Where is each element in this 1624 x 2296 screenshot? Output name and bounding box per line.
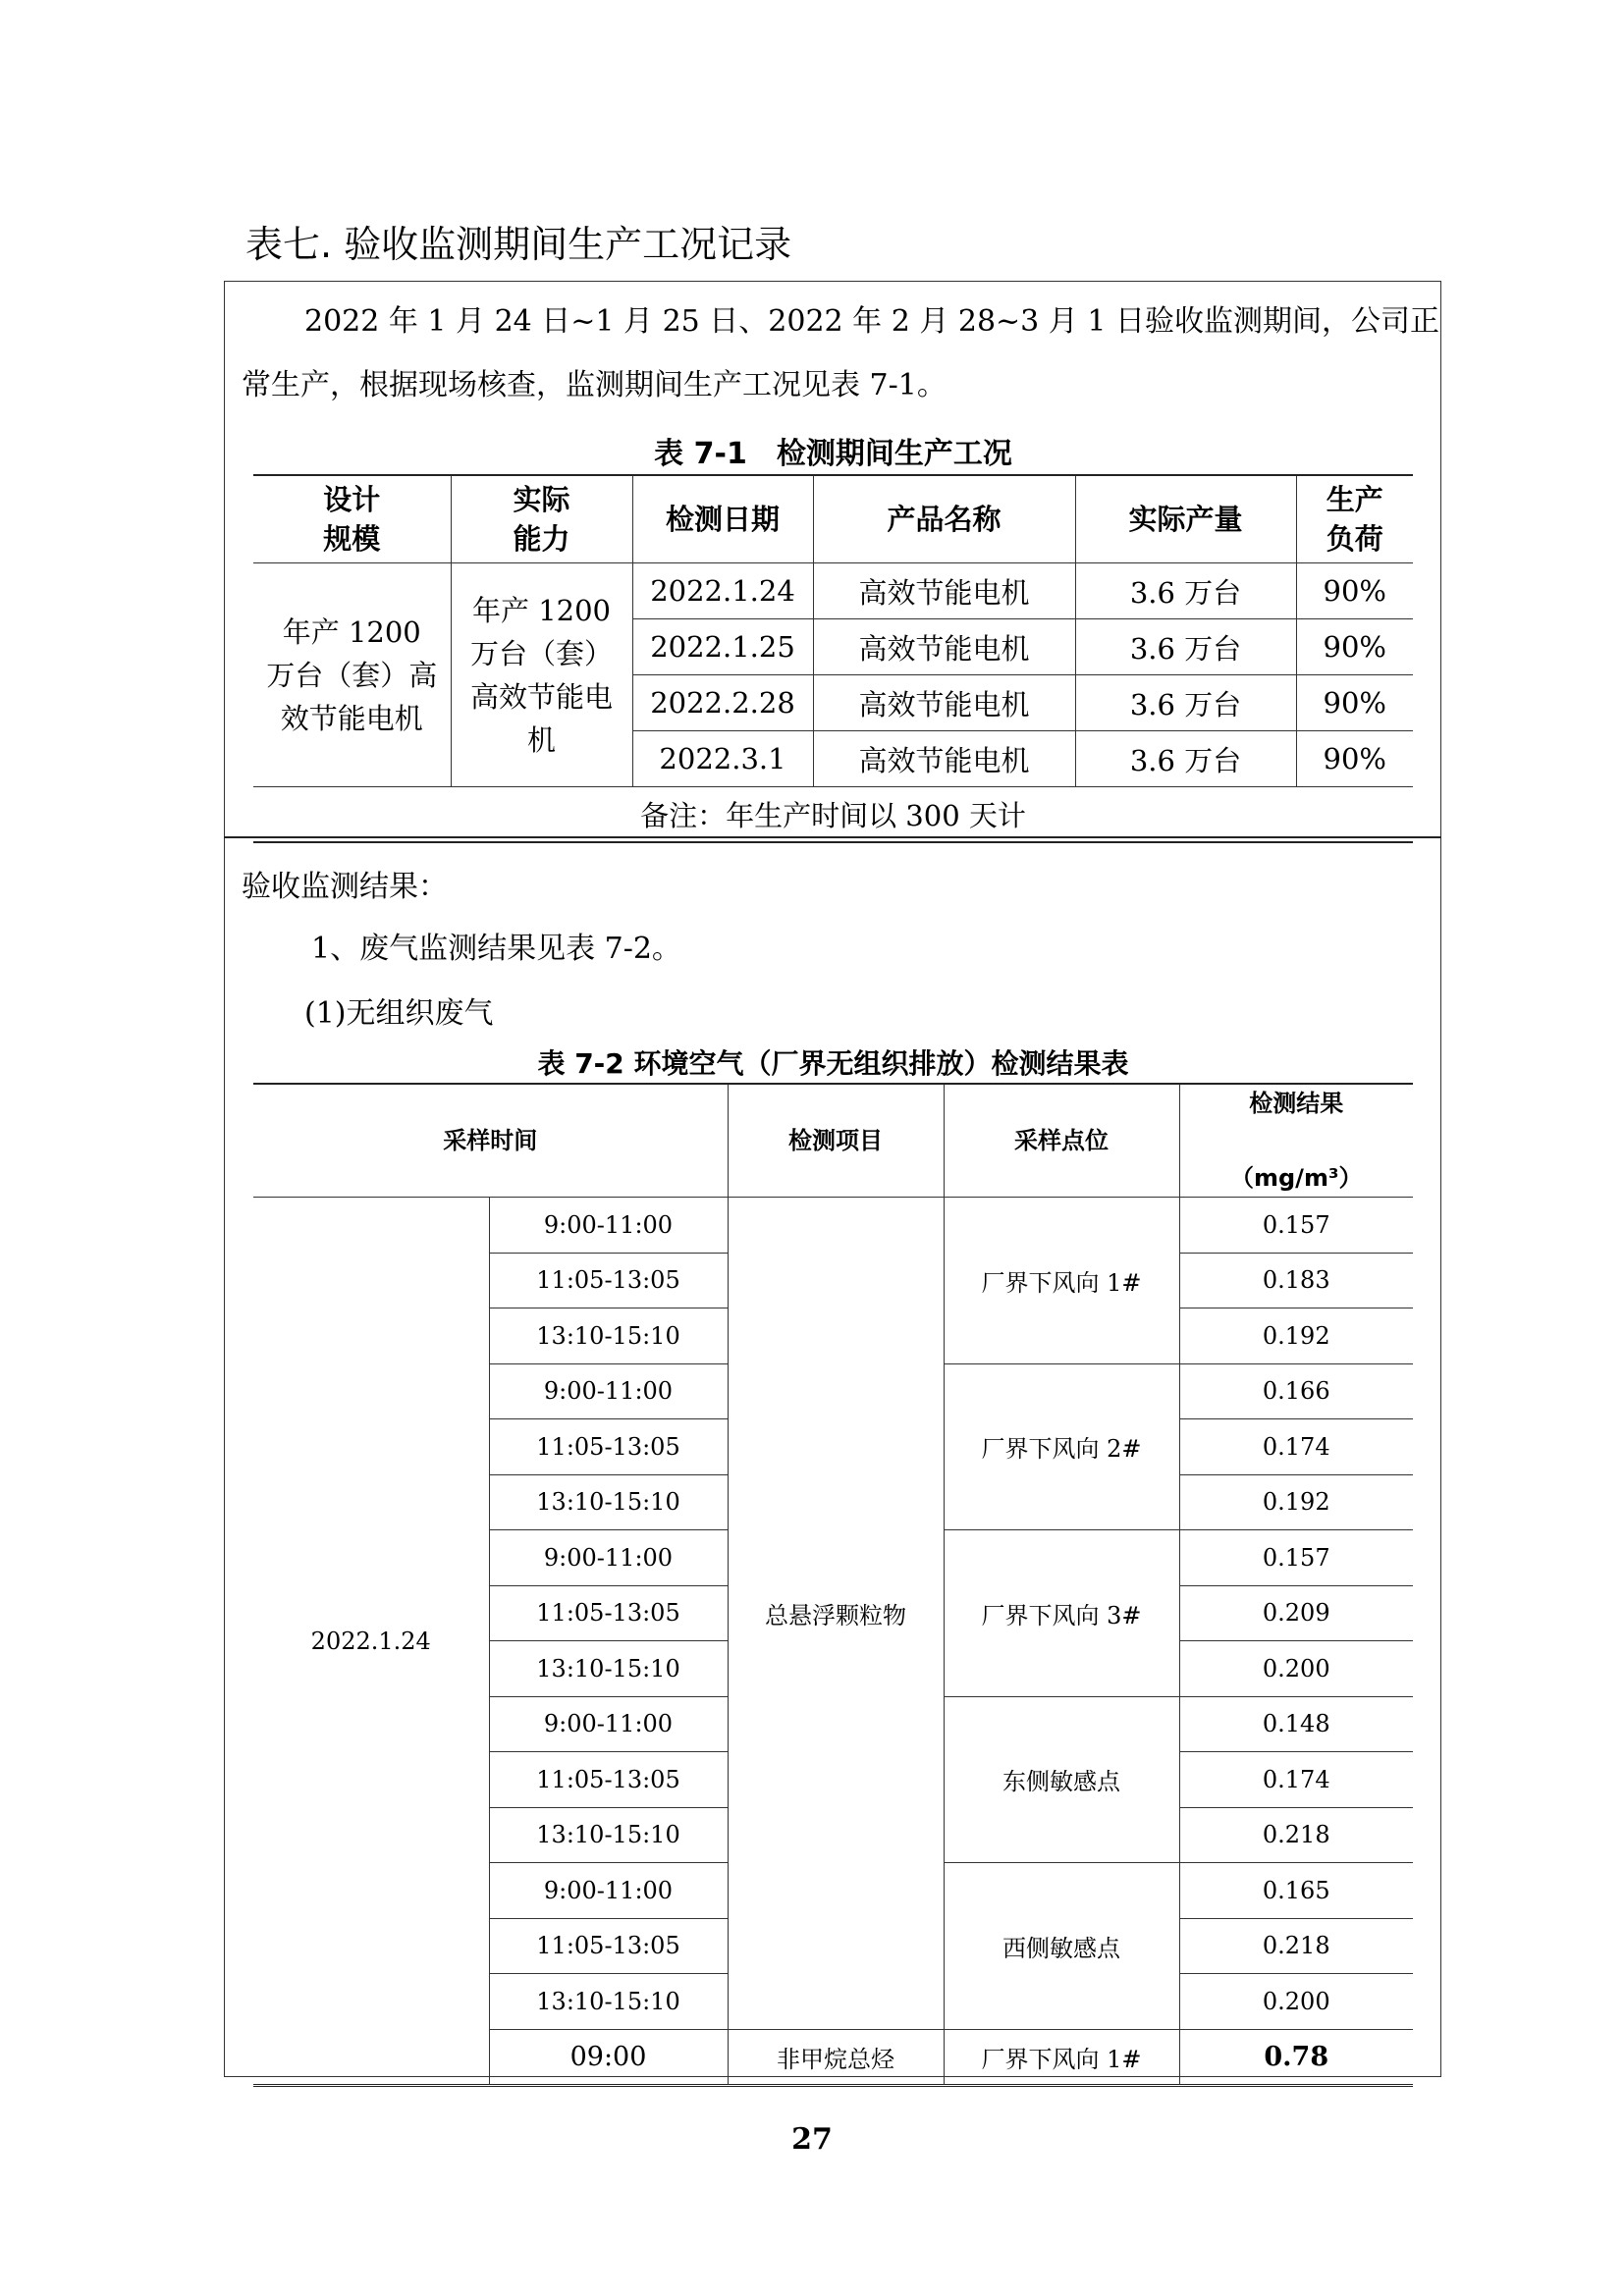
test-item-cell: 非甲烷总烃 xyxy=(728,2029,944,2086)
column-header: 设计 规模 xyxy=(253,475,451,563)
results-heading: 验收监测结果： xyxy=(242,870,448,904)
product-cell: 高效节能电机 xyxy=(813,619,1075,675)
column-header: 实际 能力 xyxy=(451,475,632,563)
table-row xyxy=(253,1198,1413,1254)
column-header: 产品名称 xyxy=(813,475,1075,563)
result-cell: 0.200 xyxy=(1179,1641,1413,1697)
column-header: 生产 负荷 xyxy=(1296,475,1413,563)
result-cell: 0.183 xyxy=(1179,1253,1413,1308)
load-cell: 90% xyxy=(1296,731,1413,787)
date-cell: 2022.3.1 xyxy=(632,731,813,787)
date-cell: 2022.1.24 xyxy=(632,563,813,619)
time-cell: 9:00-11:00 xyxy=(489,1363,728,1419)
table-note: 备注：年生产时间以 300 天计 xyxy=(253,787,1413,843)
test-item-cell: 总悬浮颗粒物 xyxy=(728,1198,944,2030)
actual-capacity-cell: 年产 1200 万台（套）高效节能电机 xyxy=(451,563,632,787)
result-cell: 0.165 xyxy=(1179,1863,1413,1919)
section-title: 表七. 验收监测期间生产工况记录 xyxy=(245,223,792,266)
result-cell: 0.157 xyxy=(1179,1530,1413,1586)
time-cell: 11:05-13:05 xyxy=(489,1419,728,1475)
time-cell: 9:00-11:00 xyxy=(489,1863,728,1919)
result-cell: 0.192 xyxy=(1179,1474,1413,1530)
column-header: 检测日期 xyxy=(632,475,813,563)
result-cell: 0.174 xyxy=(1179,1752,1413,1808)
output-cell: 3.6 万台 xyxy=(1075,731,1296,787)
location-cell: 东侧敏感点 xyxy=(944,1696,1179,1863)
time-cell: 09:00 xyxy=(489,2029,728,2086)
location-cell: 西侧敏感点 xyxy=(944,1863,1179,2030)
date-cell: 2022.2.28 xyxy=(632,675,813,731)
load-cell: 90% xyxy=(1296,675,1413,731)
sampling-date-cell: 2022.1.24 xyxy=(253,1198,489,2086)
results-sub-1: (1)无组织废气 xyxy=(304,996,494,1031)
product-cell: 高效节能电机 xyxy=(813,675,1075,731)
results-item-1: 1、废气监测结果见表 7-2。 xyxy=(311,932,681,966)
air-results-table xyxy=(253,1083,1413,2087)
production-table xyxy=(253,474,1413,843)
column-header: 采样时间 xyxy=(253,1084,728,1198)
time-cell: 13:10-15:10 xyxy=(489,1474,728,1530)
table-row xyxy=(253,563,1413,619)
table-7-1-caption: 表 7-1 检测期间生产工况 xyxy=(654,437,1012,471)
time-cell: 9:00-11:00 xyxy=(489,1198,728,1254)
time-cell: 11:05-13:05 xyxy=(489,1253,728,1308)
intro-line-1: 2022 年 1 月 24 日~1 月 25 日、2022 年 2 月 28~3 月 1 日验收监测期间，公司正 xyxy=(304,304,1439,339)
result-cell: 0.148 xyxy=(1179,1696,1413,1752)
note-row xyxy=(253,787,1413,843)
date-cell: 2022.1.25 xyxy=(632,619,813,675)
table-header-row xyxy=(253,1084,1413,1198)
time-cell: 9:00-11:00 xyxy=(489,1696,728,1752)
location-cell: 厂界下风向 3# xyxy=(944,1530,1179,1697)
result-cell: 0.218 xyxy=(1179,1807,1413,1863)
result-cell: 0.218 xyxy=(1179,1918,1413,1974)
location-cell: 厂界下风向 1# xyxy=(944,2029,1179,2086)
result-cell: 0.200 xyxy=(1179,1974,1413,2030)
result-cell: 0.78 xyxy=(1179,2029,1413,2086)
result-cell: 0.174 xyxy=(1179,1419,1413,1475)
intro-line-2: 常生产，根据现场核查，监测期间生产工况见表 7-1。 xyxy=(242,368,947,402)
column-header: 检测项目 xyxy=(728,1084,944,1198)
time-cell: 13:10-15:10 xyxy=(489,1308,728,1364)
time-cell: 9:00-11:00 xyxy=(489,1530,728,1586)
result-cell: 0.157 xyxy=(1179,1198,1413,1254)
product-cell: 高效节能电机 xyxy=(813,563,1075,619)
result-cell: 0.166 xyxy=(1179,1363,1413,1419)
column-header: 检测结果 （mg/m³） xyxy=(1179,1084,1413,1198)
design-scale-cell: 年产 1200 万台（套）高效节能电机 xyxy=(253,563,451,787)
location-cell: 厂界下风向 2# xyxy=(944,1363,1179,1530)
time-cell: 11:05-13:05 xyxy=(489,1752,728,1808)
time-cell: 11:05-13:05 xyxy=(489,1585,728,1641)
column-header: 实际产量 xyxy=(1075,475,1296,563)
output-cell: 3.6 万台 xyxy=(1075,619,1296,675)
table-header-row xyxy=(253,475,1413,563)
product-cell: 高效节能电机 xyxy=(813,731,1075,787)
result-cell: 0.209 xyxy=(1179,1585,1413,1641)
time-cell: 11:05-13:05 xyxy=(489,1918,728,1974)
load-cell: 90% xyxy=(1296,563,1413,619)
time-cell: 13:10-15:10 xyxy=(489,1807,728,1863)
output-cell: 3.6 万台 xyxy=(1075,675,1296,731)
table-7-2-caption: 表 7-2 环境空气（厂界无组织排放）检测结果表 xyxy=(537,1047,1129,1080)
time-cell: 13:10-15:10 xyxy=(489,1974,728,2030)
column-header: 采样点位 xyxy=(944,1084,1179,1198)
page-number: 27 xyxy=(791,2122,833,2157)
time-cell: 13:10-15:10 xyxy=(489,1641,728,1697)
load-cell: 90% xyxy=(1296,619,1413,675)
result-cell: 0.192 xyxy=(1179,1308,1413,1364)
location-cell: 厂界下风向 1# xyxy=(944,1198,1179,1364)
output-cell: 3.6 万台 xyxy=(1075,563,1296,619)
